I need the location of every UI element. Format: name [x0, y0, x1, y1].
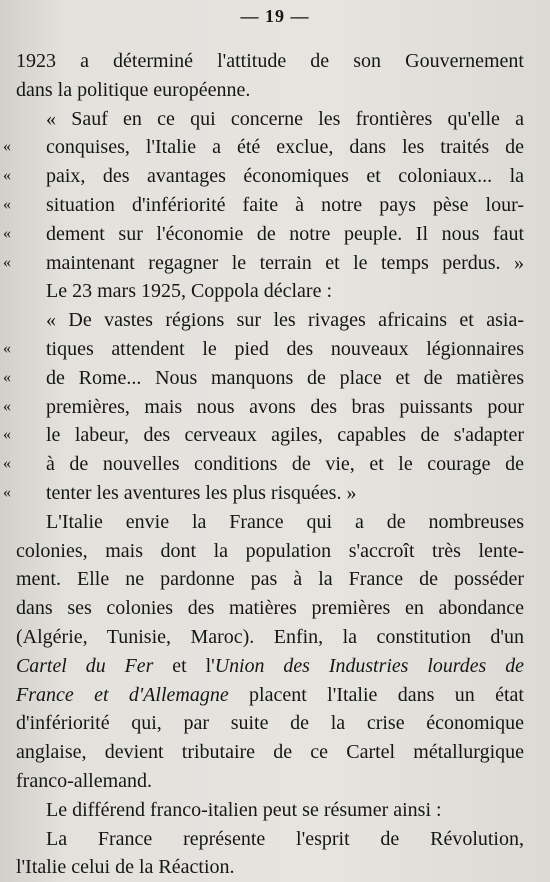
- line-text: d'infériorité qui, par suite de la crise économique: [16, 712, 524, 735]
- text-line: [16, 652, 524, 681]
- line-text: L'Italie envie la France qui a de nombreuses: [46, 510, 524, 533]
- line-text: maintenant regagner le terrain et le temps perdus. »: [46, 251, 524, 274]
- line-text: (Algérie, Tunisie, Maroc). Enfin, la constitution d'un: [16, 625, 524, 648]
- line-text: tenter les aventures les plus risquées. »: [46, 481, 357, 504]
- line-text: dans ses colonies des matières premières en abondance: [16, 597, 524, 620]
- quote-mark: «: [3, 138, 11, 156]
- line-text: conquises, l'Italie a été exclue, dans les traités de: [46, 136, 524, 159]
- text-line: [16, 853, 524, 882]
- text-line: [3, 220, 524, 249]
- line-text: situation d'infériorité faite à notre pays pèse lour-: [46, 193, 524, 216]
- quote-mark: «: [3, 167, 11, 185]
- line-text: La France représente l'esprit de Révolution,: [46, 827, 524, 850]
- text-line: [16, 681, 524, 710]
- text-line: [16, 796, 524, 825]
- quote-mark: «: [3, 426, 11, 444]
- text-line: [3, 450, 524, 479]
- quote-mark: «: [3, 339, 11, 357]
- line-text: dement sur l'économie de notre peuple. Il nous faut: [46, 222, 524, 245]
- quote-mark: «: [3, 455, 11, 473]
- text-line: [16, 47, 524, 76]
- line-text: tiques attendent le pied des nouveaux légionnaires: [46, 337, 524, 360]
- text-line: [16, 306, 524, 335]
- text-line: [16, 623, 524, 652]
- line-text: « De vastes régions sur les rivages africains et asia-: [46, 309, 524, 332]
- text-line: [16, 508, 524, 537]
- text-line: [3, 191, 524, 220]
- page-number: — 19 —: [240, 6, 310, 26]
- line-text: colonies, mais dont la population s'accroît très lente-: [16, 539, 524, 562]
- line-text: anglaise, devient tributaire de ce Cartel métallurgique: [16, 741, 524, 764]
- text-line: [3, 162, 524, 191]
- body-text: [3, 47, 524, 882]
- line-text: le labeur, des cerveaux agiles, capables de s'adapter: [46, 424, 524, 447]
- line-text: Le différend franco-italien peut se résumer ainsi :: [46, 798, 442, 821]
- text-line: [16, 825, 524, 854]
- text-line: [3, 249, 524, 278]
- quote-mark: «: [3, 397, 11, 415]
- text-line: [16, 76, 524, 105]
- text-line: [16, 594, 524, 623]
- line-text: ment. Elle ne pardonne pas à la France de posséder: [16, 568, 524, 591]
- line-text: de Rome... Nous manquons de place et de matières: [46, 366, 524, 389]
- line-text: paix, des avantages économiques et coloniaux... la: [46, 165, 524, 188]
- text-line: [16, 105, 524, 134]
- line-text: premières, mais nous avons des bras puissants pour: [46, 395, 524, 418]
- text-line: [16, 537, 524, 566]
- quote-mark: «: [3, 195, 11, 213]
- line-text: à de nouvelles conditions de vie, et le courage de: [46, 453, 524, 476]
- text-line: [16, 277, 524, 306]
- quote-mark: «: [3, 224, 11, 242]
- quote-mark: «: [3, 368, 11, 386]
- text-line: [16, 565, 524, 594]
- text-line: [16, 709, 524, 738]
- text-line: [3, 479, 524, 508]
- line-text: « Sauf en ce qui concerne les frontières qu'elle a: [46, 107, 524, 130]
- quote-mark: «: [3, 253, 11, 271]
- line-text: franco-allemand.: [16, 769, 153, 792]
- line-text: France et d'Allemagne placent l'Italie dans un état: [16, 683, 524, 706]
- text-line: [3, 335, 524, 364]
- text-line: [3, 133, 524, 162]
- text-line: [3, 421, 524, 450]
- text-line: [3, 364, 524, 393]
- text-line: [16, 767, 524, 796]
- text-line: [3, 393, 524, 422]
- line-text: Le 23 mars 1925, Coppola déclare :: [46, 280, 333, 303]
- line-text: dans la politique européenne.: [16, 78, 251, 101]
- line-text: Cartel du Fer et l'Union des Industries lourdes de: [16, 654, 524, 677]
- text-line: [16, 738, 524, 767]
- line-text: l'Italie celui de la Réaction.: [16, 856, 235, 879]
- line-text: 1923 a déterminé l'attitude de son Gouvernement: [16, 50, 524, 72]
- quote-mark: «: [3, 483, 11, 501]
